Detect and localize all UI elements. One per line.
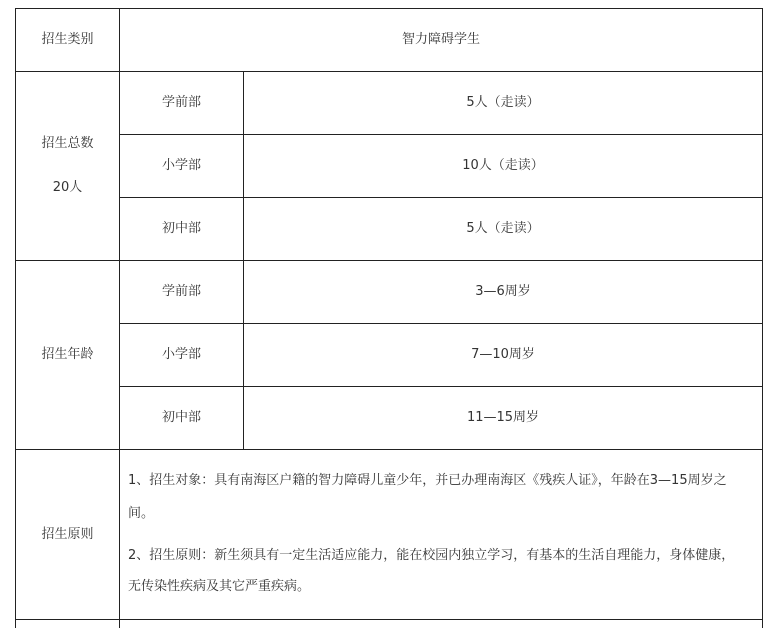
enrollment-total-count: 20人: [52, 180, 83, 195]
age-dept-primary: 小学部: [161, 347, 201, 362]
age-dept-junior: 初中部: [161, 410, 201, 425]
table-border-right: [762, 8, 763, 628]
principle-1-line-1: 1、招生对象：具有南海区户籍的智力障碍儿童少年，并已办理南海区《残疾人证》，年龄在3—15周岁之: [128, 473, 727, 488]
age-dept-preschool: 学前部: [161, 284, 201, 299]
enrollment-dept-preschool: 学前部: [161, 95, 201, 110]
age-value-primary: 7—10周岁: [471, 347, 535, 362]
principles-content: [128, 450, 758, 619]
enrollment-value-junior: 5人（走读）: [466, 221, 540, 236]
enrollment-value-preschool: 5人（走读）: [466, 95, 540, 110]
category-label: 招生类别: [41, 32, 94, 47]
principle-2-line-2: 无传染性疾病及其它严重疾病。: [128, 579, 311, 594]
enrollment-total-label: [16, 72, 119, 260]
enrollment-dept-junior: 初中部: [161, 221, 201, 236]
principle-1-line-2: 间。: [128, 506, 155, 521]
enrollment-total-title: 招生总数: [41, 136, 94, 151]
principle-2-line-1: 2、招生原则：新生须具有一定生活适应能力，能在校园内独立学习，有基本的生活自理能力，身体健康，: [128, 548, 735, 563]
enrollment-value-primary: 10人（走读）: [462, 158, 544, 173]
age-label: 招生年龄: [41, 347, 94, 362]
enrollment-dept-primary: 小学部: [161, 158, 201, 173]
category-value: 智力障碍学生: [401, 32, 480, 47]
principles-label: 招生原则: [41, 526, 94, 542]
row-divider: [15, 619, 763, 620]
age-value-preschool: 3—6周岁: [475, 284, 531, 299]
age-value-junior: 11—15周岁: [466, 410, 540, 425]
